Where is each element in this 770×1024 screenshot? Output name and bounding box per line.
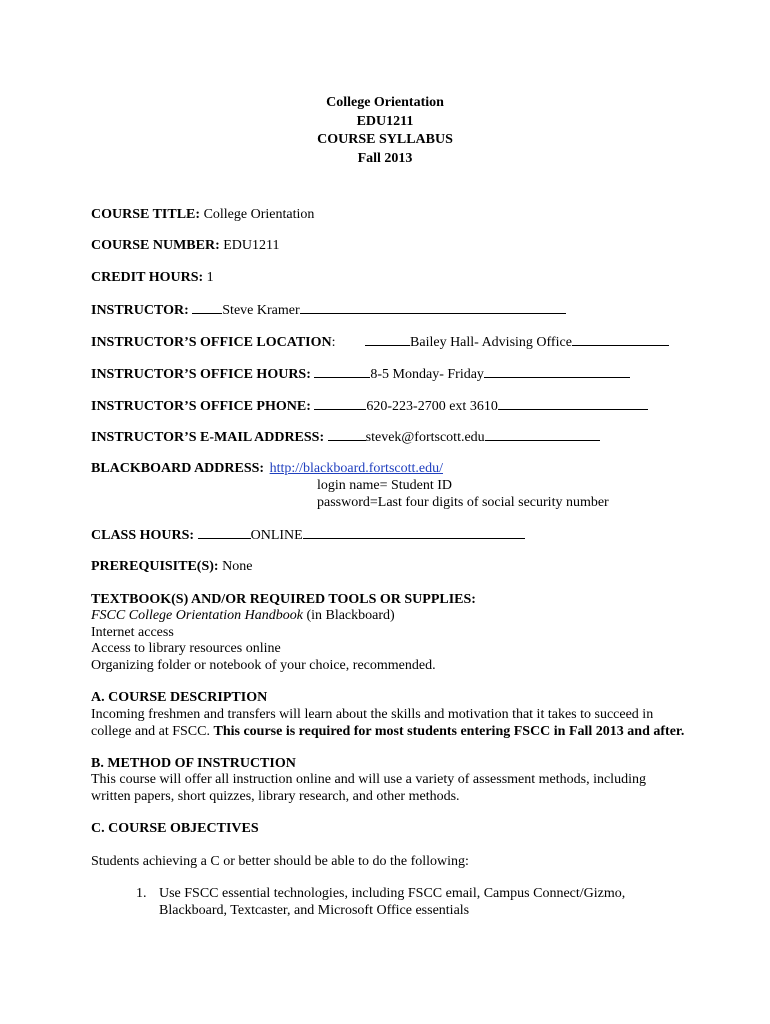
email-line bbox=[91, 428, 600, 446]
blank-underline bbox=[365, 333, 410, 346]
instructor-value: Steve Kramer bbox=[222, 303, 300, 318]
credit-hours-line bbox=[91, 269, 214, 286]
blank-underline bbox=[485, 428, 600, 441]
blackboard-label: BLACKBOARD ADDRESS: bbox=[91, 461, 265, 476]
credit-hours-label: CREDIT HOURS: bbox=[91, 270, 204, 285]
blackboard-login-line: login name= Student ID bbox=[317, 478, 453, 493]
header-document-type: COURSE SYLLABUS bbox=[317, 132, 453, 148]
office-hours-label: INSTRUCTOR’S OFFICE HOURS: bbox=[91, 367, 311, 382]
blank-underline bbox=[314, 397, 366, 410]
email-label: INSTRUCTOR’S E-MAIL ADDRESS: bbox=[91, 430, 325, 445]
course-title-value: College Orientation bbox=[203, 207, 315, 222]
objective-text: Use FSCC essential technologies, including FSCC email, Campus Connect/Gizmo, Blackboard, Textcaster, and Microsoft Office essentials bbox=[159, 886, 626, 918]
prerequisites-value: None bbox=[222, 559, 253, 574]
header-term: Fall 2013 bbox=[357, 151, 413, 167]
instructor-label: INSTRUCTOR: bbox=[91, 303, 189, 318]
blank-underline bbox=[303, 526, 525, 539]
office-location-value: Bailey Hall- Advising Office bbox=[410, 335, 572, 350]
email-value: stevek@fortscott.edu bbox=[365, 430, 485, 445]
section-c-heading: C. COURSE OBJECTIVES bbox=[91, 821, 259, 836]
class-hours-line bbox=[91, 526, 525, 544]
blank-underline bbox=[192, 301, 222, 314]
course-number-label: COURSE NUMBER: bbox=[91, 238, 220, 253]
section-a-text bbox=[91, 706, 691, 740]
section-c-intro: Students achieving a C or better should be able to do the following: bbox=[91, 854, 469, 869]
header-course-code: EDU1211 bbox=[356, 113, 414, 129]
header-course-name: College Orientation bbox=[326, 95, 444, 110]
office-hours-line bbox=[91, 365, 630, 383]
credit-hours-value: 1 bbox=[206, 270, 214, 285]
class-hours-value: ONLINE bbox=[250, 528, 303, 543]
handbook-title: FSCC College Orientation Handbook bbox=[91, 608, 303, 623]
course-title-line bbox=[91, 206, 314, 223]
class-hours-label: CLASS HOURS: bbox=[91, 528, 195, 543]
section-b-heading: B. METHOD OF INSTRUCTION bbox=[91, 756, 296, 771]
blank-underline bbox=[484, 365, 630, 378]
office-hours-value: 8-5 Monday- Friday bbox=[370, 367, 484, 382]
course-number-value: EDU1211 bbox=[223, 238, 280, 253]
blank-underline bbox=[300, 301, 566, 314]
office-phone-value: 620-223-2700 ext 3610 bbox=[366, 399, 498, 414]
textbooks-item: Organizing folder or notebook of your choice, recommended. bbox=[91, 658, 436, 673]
textbooks-heading: TEXTBOOK(S) AND/OR REQUIRED TOOLS OR SUPPLIES: bbox=[91, 592, 476, 607]
blackboard-password-line: password=Last four digits of social security number bbox=[317, 495, 609, 510]
objective-number: 1. bbox=[136, 886, 147, 901]
course-number-line bbox=[91, 237, 280, 254]
blank-underline bbox=[572, 333, 669, 346]
textbooks-item: Access to library resources online bbox=[91, 641, 281, 656]
textbooks-item: Internet access bbox=[91, 625, 174, 640]
blackboard-line bbox=[91, 460, 443, 477]
office-phone-label: INSTRUCTOR’S OFFICE PHONE: bbox=[91, 399, 311, 414]
section-a-heading: A. COURSE DESCRIPTION bbox=[91, 690, 268, 705]
office-location-colon: : bbox=[331, 335, 336, 350]
instructor-line bbox=[91, 301, 566, 319]
prerequisites-label: PREREQUISITE(S): bbox=[91, 559, 219, 574]
blank-underline bbox=[328, 428, 366, 441]
section-a-requirement: This course is required for most students entering FSCC in Fall 2013 and after. bbox=[213, 724, 685, 739]
blank-underline bbox=[498, 397, 648, 410]
section-a-description: Incoming freshmen and transfers will learn about the skills and motivation that it takes to succeed in college and at FSCC. bbox=[91, 707, 654, 739]
textbooks-handbook bbox=[91, 607, 395, 624]
blank-underline bbox=[198, 526, 251, 539]
office-location-label: INSTRUCTOR’S OFFICE LOCATION bbox=[91, 335, 332, 350]
office-phone-line bbox=[91, 397, 648, 415]
document-header bbox=[0, 94, 770, 169]
blackboard-link[interactable]: http://blackboard.fortscott.edu/ bbox=[269, 461, 443, 476]
section-b-text: This course will offer all instruction online and will use a variety of assessment methods, including written papers, short quizzes, library research, and other methods. bbox=[91, 772, 646, 804]
handbook-note: (in Blackboard) bbox=[302, 608, 395, 623]
office-location-line bbox=[91, 333, 669, 351]
prerequisites-line bbox=[91, 558, 252, 575]
course-title-label: COURSE TITLE: bbox=[91, 207, 201, 222]
blank-underline bbox=[314, 365, 370, 378]
